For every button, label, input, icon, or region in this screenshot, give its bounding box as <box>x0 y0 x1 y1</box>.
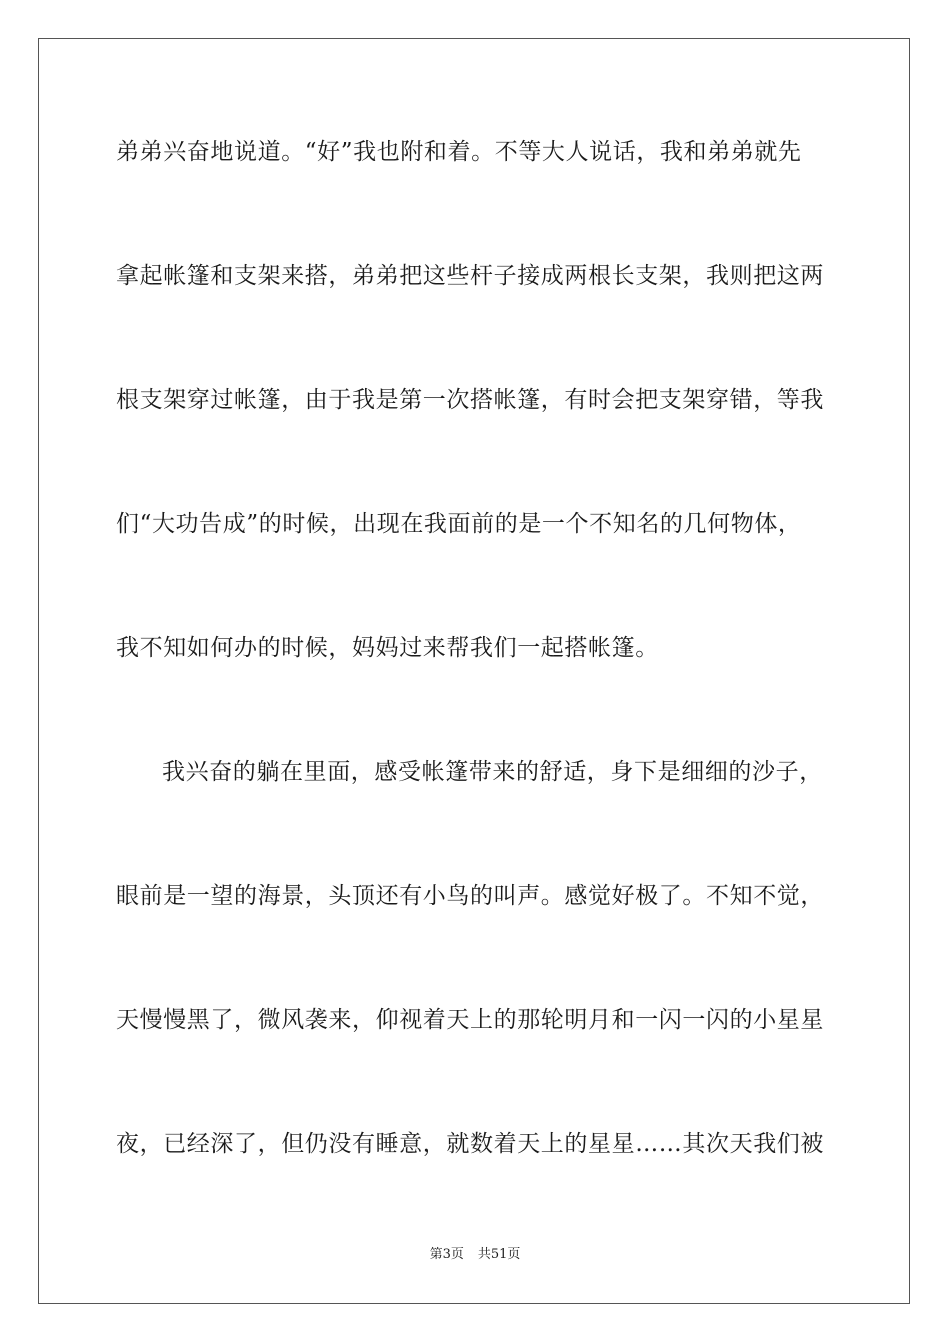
text-line-1: 弟弟兴奋地说道。“好”我也附和着。不等大人说话，我和弟弟就先 <box>116 139 802 165</box>
text-line-3: 根支架穿过帐篷，由于我是第一次搭帐篷，有时会把支架穿错，等我 <box>116 387 824 413</box>
page-number: 第3页 <box>429 1247 464 1262</box>
page-footer <box>0 1247 950 1263</box>
text-line-6-paragraph-start: 我兴奋的躺在里面，感受帐篷带来的舒适，身下是细细的沙子， <box>162 759 823 785</box>
page-border <box>38 38 910 1304</box>
text-line-8: 天慢慢黑了，微风袭来，仰视着天上的那轮明月和一闪一闪的小星星 <box>116 1007 824 1033</box>
text-line-7: 眼前是一望的海景，头顶还有小鸟的叫声。感觉好极了。不知不觉， <box>116 883 824 909</box>
text-line-2: 拿起帐篷和支架来搭，弟弟把这些杆子接成两根长支架，我则把这两 <box>116 263 824 289</box>
text-line-4: 们“大功告成”的时候，出现在我面前的是一个不知名的几何物体， <box>116 511 802 537</box>
text-line-9: 夜，已经深了，但仍没有睡意，就数着天上的星星……其次天我们被 <box>116 1131 824 1157</box>
page-total: 共51页 <box>477 1247 521 1262</box>
text-line-5: 我不知如何办的时候，妈妈过来帮我们一起搭帐篷。 <box>116 635 659 661</box>
